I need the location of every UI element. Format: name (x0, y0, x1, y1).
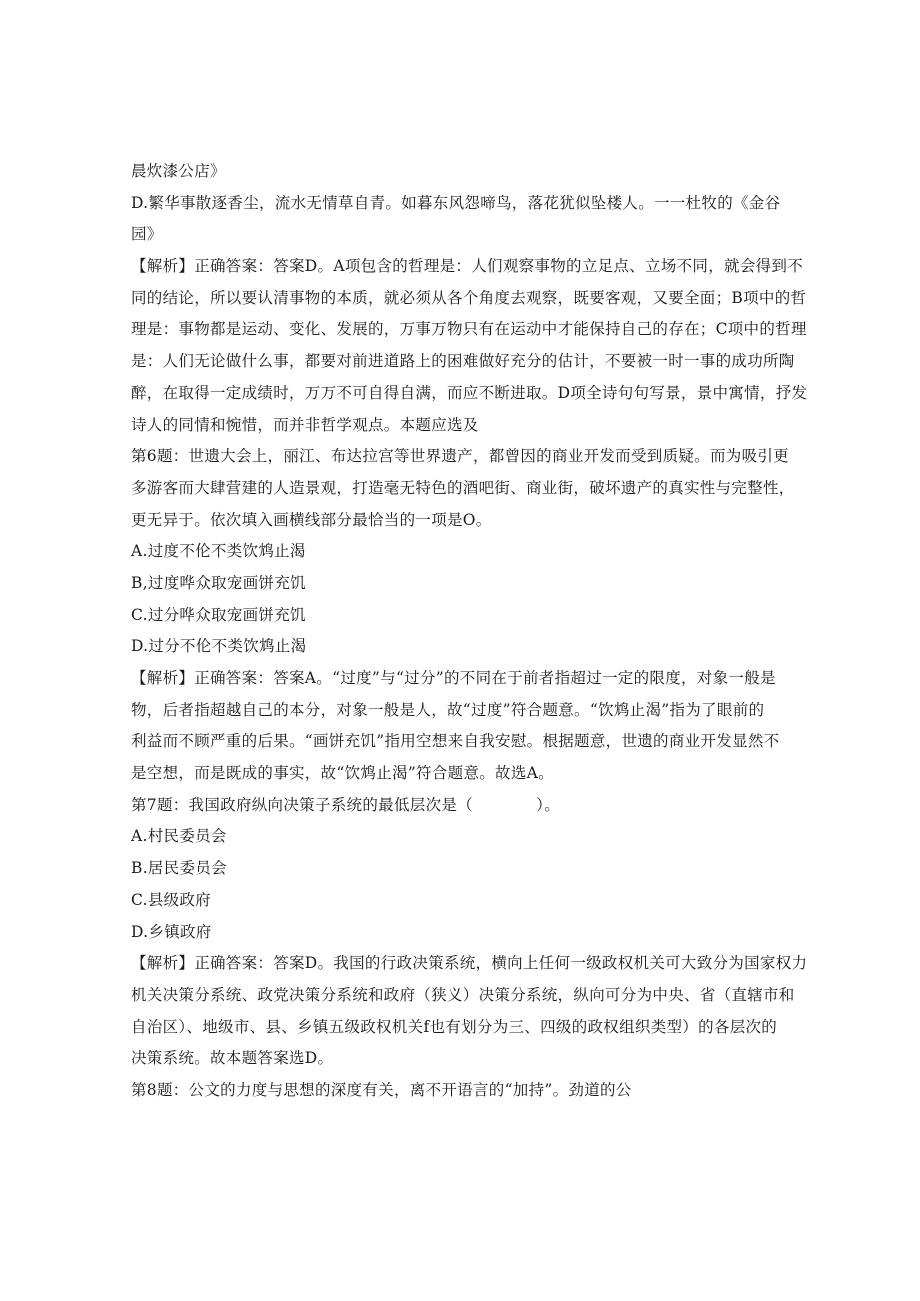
question-6-line: 更无异于。依次填入画横线部分最恰当的一项是O。 (131, 510, 492, 529)
question-8-line: 第8题：公文的力度与思想的深度有关，离不开语言的“加持”。劲道的公 (131, 1080, 632, 1099)
analysis-line: 是：人们无论做什么事，都要对前进道路上的困难做好充分的估计，不要被一时一事的成功所陶 (131, 352, 795, 371)
analysis-line: 是空想，而是既成的事实，故“饮鸩止渴”符合题意。故选A。 (131, 764, 554, 783)
analysis-line: 醉，在取得一定成绩时，万万不可自得自满，而应不断进取。D项全诗句句写景，景中寓情，抒发 (131, 383, 808, 402)
analysis-line: 诗人的同情和惋惜，而并非哲学观点。本题应选及 (131, 415, 479, 434)
analysis-line: 自治区）、地级市、县、乡镇五级政权机关f也有划分为三、四级的政权组织类型）的各层次的 (131, 1017, 778, 1036)
analysis-line: 【解析】正确答案：答案D。我国的行政决策系统，横向上任何一级政权机关可大致分为国家权力 (131, 954, 808, 973)
analysis-line: 物，后者指超越自己的本分，对象一般是人，故“过度”符合题意。“饮鸩止渴”指为了眼前的 (131, 700, 765, 719)
analysis-line: 利益而不顾严重的后果。“画饼充饥”指用空想来自我安慰。根据题意，世遗的商业开发显然不 (131, 732, 780, 751)
option-d-line: D.过分不伦不类饮鸩止渴 (131, 637, 307, 656)
option-a-line: A.过度不伦不类饮鸩止渴 (131, 542, 306, 561)
option-c-line: C.过分哗众取宠画饼充饥 (131, 605, 306, 624)
analysis-line: 同的结论，所以要认清事物的本质，就必须从各个角度去观察，既要客观，又要全面；B项中的哲 (131, 288, 807, 307)
option-b-line: B,过度哗众取宠画饼充饥 (131, 573, 306, 592)
option-b-line: B.居民委员会 (131, 859, 227, 878)
text-line: 晨炊漆公店》 (131, 162, 226, 180)
text-line: 园》 (131, 225, 163, 244)
analysis-line: 【解析】正确答案：答案D。A项包含的哲理是：人们观察事物的立足点、立场不同，就会得到不 (131, 257, 804, 276)
analysis-line: 决策系统。故本题答案选D。 (131, 1049, 334, 1068)
option-d-line: D.乡镇政府 (131, 922, 212, 941)
question-6-line: 多游客而大肆营建的人造景观，打造毫无特色的酒吧街、商业街，破坏遗产的真实性与完整性， (131, 478, 795, 497)
option-c-line: C.县级政府 (131, 890, 212, 909)
question-7-line: 第7题：我国政府纵向决策子系统的最低层次是（ ）。 (131, 795, 561, 814)
option-a-line: A.村民委员会 (131, 827, 227, 846)
document-body (131, 156, 808, 1107)
analysis-line: 【解析】正确答案：答案A。“过度”与“过分”的不同在于前者指超过一定的限度，对象一般是 (131, 669, 776, 687)
option-d-line: D.繁华事散逐香尘，流水无情草自青。如暮东风怨啼鸟，落花犹似坠楼人。一一杜牧的《金谷 (131, 193, 781, 212)
question-6-line: 第6题：世遗大会上，丽江、布达拉宫等世界遗产，都曾因的商业开发而受到质疑。而为吸引更 (131, 447, 789, 466)
analysis-line: 理是：事物都是运动、变化、发展的，万事万物只有在运动中才能保持自己的存在；C项中的哲理 (131, 320, 807, 339)
analysis-line: 机关决策分系统、政党决策分系统和政府（狭义）决策分系统，纵向可分为中央、省（直辖市和 (131, 985, 795, 1004)
